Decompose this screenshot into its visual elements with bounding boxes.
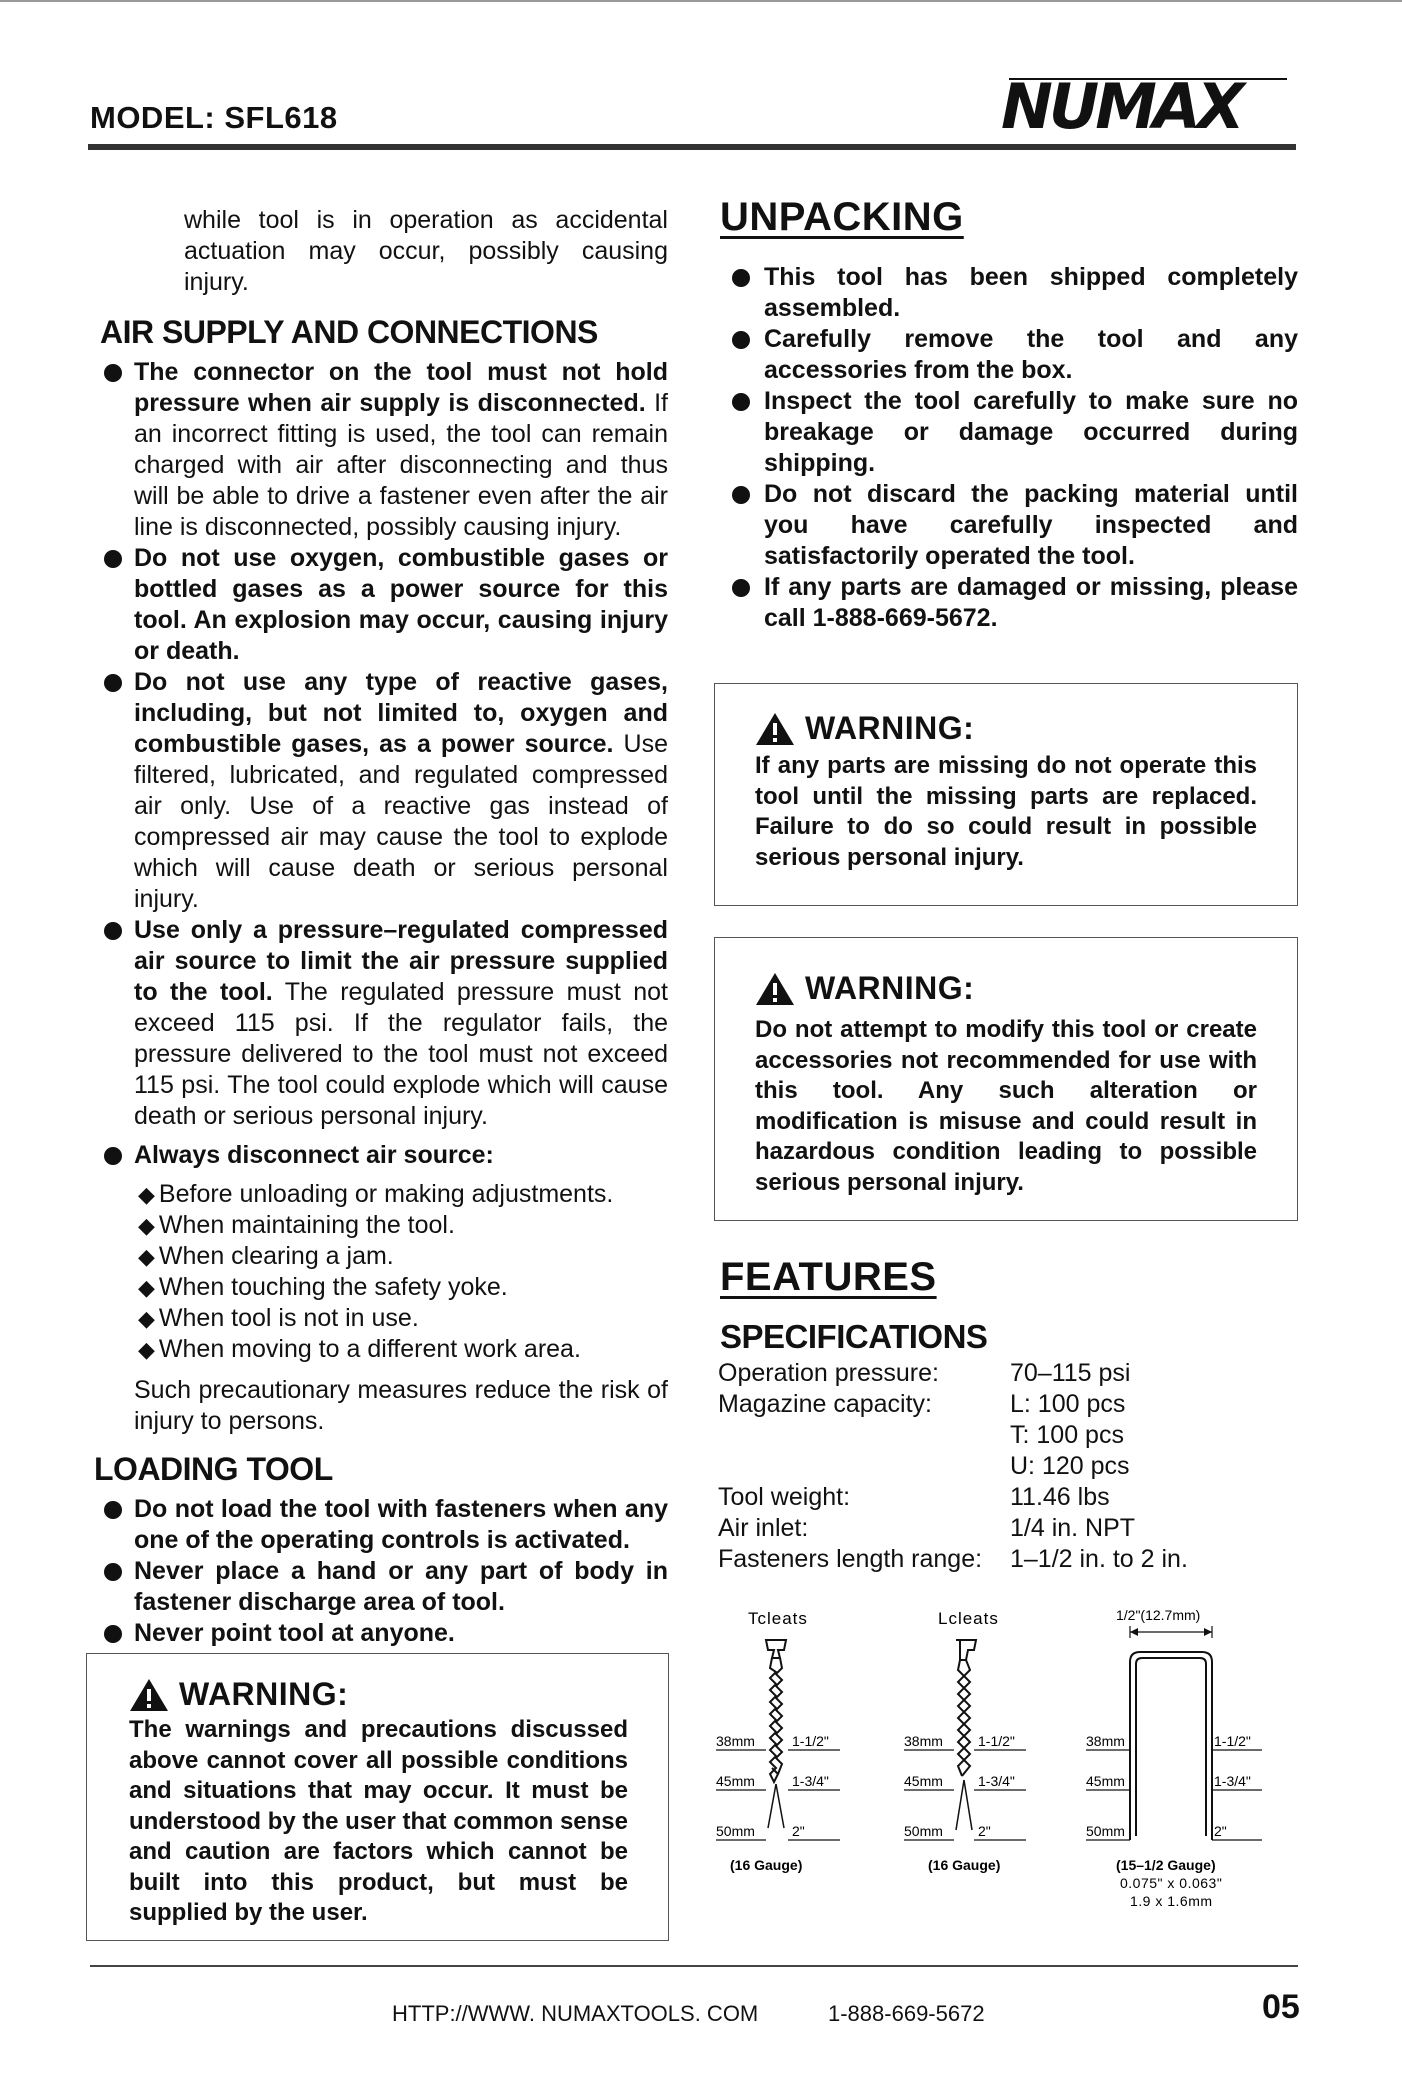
gauge-label: (16 Gauge) (730, 1857, 803, 1873)
model-title: MODEL: SFL618 (90, 100, 338, 135)
bullet-icon (732, 269, 750, 287)
warning-box-missing-parts (714, 683, 1298, 906)
bullet-icon (104, 922, 122, 940)
inch-label: 1-1/2" (792, 1733, 829, 1749)
mm-label: 50mm (1086, 1823, 1125, 1839)
features-heading: FEATURES (720, 1255, 937, 1299)
specs-table (718, 1358, 1298, 1575)
bullet-icon (104, 674, 122, 692)
header-rule (88, 144, 1296, 150)
inch-label: 1-3/4" (792, 1773, 829, 1789)
page-number: 05 (1262, 1988, 1300, 2026)
features-section (718, 1255, 1298, 1575)
list-item: ◆ Before unloading or making adjustments. (138, 1180, 614, 1208)
warning-box-modify (714, 937, 1298, 1221)
diamond-icon: ◆ (138, 1182, 155, 1207)
staple-width-label: 1/2"(12.7mm) (1116, 1607, 1201, 1623)
unpacking-item: Do not discard the packing material until you have carefully inspected and satisfactorily operated the tool. (718, 479, 1298, 572)
inch-label: 2" (978, 1823, 991, 1839)
warning-box-left (86, 1653, 669, 1941)
inch-label: 1-1/2" (1214, 1733, 1251, 1749)
unpacking-item: Carefully remove the tool and any accessories from the box. (718, 324, 1298, 386)
diamond-icon: ◆ (138, 1306, 155, 1331)
staple-diagram (1086, 1607, 1262, 1909)
unpacking-item: If any parts are damaged or missing, please call 1-888-669-5672. (718, 572, 1298, 634)
inch-label: 1-3/4" (978, 1773, 1015, 1789)
spec-row: Air inlet: 1/4 in. NPT (718, 1514, 1136, 1542)
spec-row: Tool weight: 11.46 lbs (718, 1483, 1110, 1511)
right-column (718, 195, 1298, 634)
warning-title: WARNING: (129, 1676, 628, 1713)
mm-label: 45mm (904, 1773, 943, 1789)
fastener-figure (712, 1604, 1272, 1924)
numax-logo (995, 70, 1295, 135)
warning-title: WARNING: (755, 710, 1257, 747)
bullet-icon (732, 486, 750, 504)
disconnect-list (138, 1179, 668, 1365)
inch-label: 1-3/4" (1214, 1773, 1251, 1789)
specifications-heading: SPECIFICATIONS (720, 1318, 988, 1355)
gauge-label: (16 Gauge) (928, 1857, 1001, 1873)
spec-row: Magazine capacity: L: 100 pcs (718, 1390, 1126, 1418)
list-item: ◆ When maintaining the tool. (138, 1211, 455, 1239)
air-item: Do not use any type of reactive gases, including, but not limited to, oxygen and combustible gases, as a power source. Use filtered, lubricated, and regulated compressed air only. Use of a reactive gas instead of compressed air may cause the tool to explode which will cause death or serious personal injury. (92, 667, 668, 915)
unpacking-item: This tool has been shipped completely assembled. (718, 262, 1298, 324)
mm-label: 50mm (716, 1823, 755, 1839)
footer-url: HTTP://WWW. NUMAXTOOLS. COM (392, 2001, 759, 2026)
loading-tool-heading: LOADING TOOL (94, 1451, 333, 1487)
staple-dim-mm: 1.9 x 1.6mm (1130, 1893, 1213, 1909)
air-item: Do not use oxygen, combustible gases or bottled gases as a power source for this tool. An explosion may occur, causing injury or death. (92, 543, 668, 667)
spec-row: Fasteners length range: 1–1/2 in. to 2 in. (718, 1545, 1188, 1573)
diamond-icon: ◆ (138, 1244, 155, 1269)
list-item: ◆ When touching the safety yoke. (138, 1273, 508, 1301)
spec-row: U: 120 pcs (1010, 1452, 1130, 1480)
air-supply-heading: AIR SUPPLY AND CONNECTIONS (100, 314, 598, 350)
warning-title: WARNING: (755, 970, 1257, 1007)
mm-label: 38mm (904, 1733, 943, 1749)
logo-text: NUMAX (1001, 70, 1241, 135)
list-item: ◆ When clearing a jam. (138, 1242, 394, 1270)
bullet-icon (732, 393, 750, 411)
air-item: Use only a pressure–regulated compressed air source to limit the air pressure supplied to the tool. The regulated pressure must not exceed 115 psi. If the regulator fails, the pressure delivered to the tool must not exceed 115 psi. The tool could explode which will cause death or serious personal injury. (92, 915, 668, 1132)
bullet-icon (732, 579, 750, 597)
unpacking-heading: UNPACKING (720, 195, 964, 239)
bullet-icon (104, 1501, 122, 1519)
inch-label: 1-1/2" (978, 1733, 1015, 1749)
gauge-label: (15–1/2 Gauge) (1116, 1857, 1216, 1873)
unpacking-item: Inspect the tool carefully to make sure no breakage or damage occurred during shipping. (718, 386, 1298, 479)
top-border (0, 0, 1402, 2)
bullet-icon (104, 1563, 122, 1581)
air-item: The connector on the tool must not hold pressure when air supply is disconnected. If an incorrect fitting is used, the tool can remain charged with air after disconnecting and thus will be able to drive a fastener even after the air line is disconnected, possibly causing injury. (92, 357, 668, 543)
precaution-note: Such precautionary measures reduce the risk of injury to persons. (134, 1376, 668, 1435)
warning-text: Do not attempt to modify this tool or create accessories not recommended for use with this tool. Any such alteration or modification is misuse and could result in hazardous condition leading to possible serious personal injury. (755, 1016, 1257, 1196)
warning-icon (755, 712, 795, 746)
warning-text: If any parts are missing do not operate this tool until the missing parts are replaced. Failure to do so could result in possible serious personal injury. (755, 752, 1257, 871)
spec-row: Operation pressure: 70–115 psi (718, 1359, 1131, 1387)
loading-item: Never place a hand or any part of body in fastener discharge area of tool. (92, 1556, 668, 1618)
bullet-icon (104, 364, 122, 382)
mm-label: 45mm (1086, 1773, 1125, 1789)
inch-label: 2" (792, 1823, 805, 1839)
lcleat-label: Lcleats (938, 1609, 999, 1628)
mm-label: 38mm (716, 1733, 755, 1749)
spec-row: T: 100 pcs (1010, 1421, 1124, 1449)
bullet-icon (104, 1147, 122, 1165)
staple-dim-inch: 0.075" x 0.063" (1120, 1875, 1223, 1891)
left-column (92, 205, 668, 1649)
warning-icon (129, 1678, 169, 1712)
diamond-icon: ◆ (138, 1337, 155, 1362)
tcleat-label: Tcleats (748, 1609, 808, 1628)
diamond-icon: ◆ (138, 1213, 155, 1238)
diamond-icon: ◆ (138, 1275, 155, 1300)
loading-item: Do not load the tool with fasteners when any one of the operating controls is activated. (92, 1494, 668, 1556)
footer-rule (90, 1965, 1298, 1967)
tcleat-diagram (716, 1609, 840, 1873)
warning-icon (755, 972, 795, 1006)
lcleat-diagram (904, 1609, 1026, 1873)
list-item: ◆ When tool is not in use. (138, 1304, 419, 1332)
bullet-icon (732, 331, 750, 349)
intro-text: while tool is in operation as accidental actuation may occur, possibly causing injury. (184, 206, 668, 296)
loading-item: Never point tool at anyone. (92, 1618, 668, 1649)
mm-label: 45mm (716, 1773, 755, 1789)
bullet-icon (104, 1625, 122, 1643)
footer-phone: 1-888-669-5672 (828, 2001, 985, 2026)
air-item: Always disconnect air source: (92, 1140, 668, 1171)
bullet-icon (104, 550, 122, 568)
list-item: ◆ When moving to a different work area. (138, 1335, 581, 1363)
mm-label: 38mm (1086, 1733, 1125, 1749)
inch-label: 2" (1214, 1823, 1227, 1839)
warning-text: The warnings and precautions discussed above cannot cover all possible conditions and situations that may occur. It must be understood by the user that common sense and caution are factors which cannot be built into this product, but must be supplied by the user. (129, 1716, 628, 1926)
mm-label: 50mm (904, 1823, 943, 1839)
